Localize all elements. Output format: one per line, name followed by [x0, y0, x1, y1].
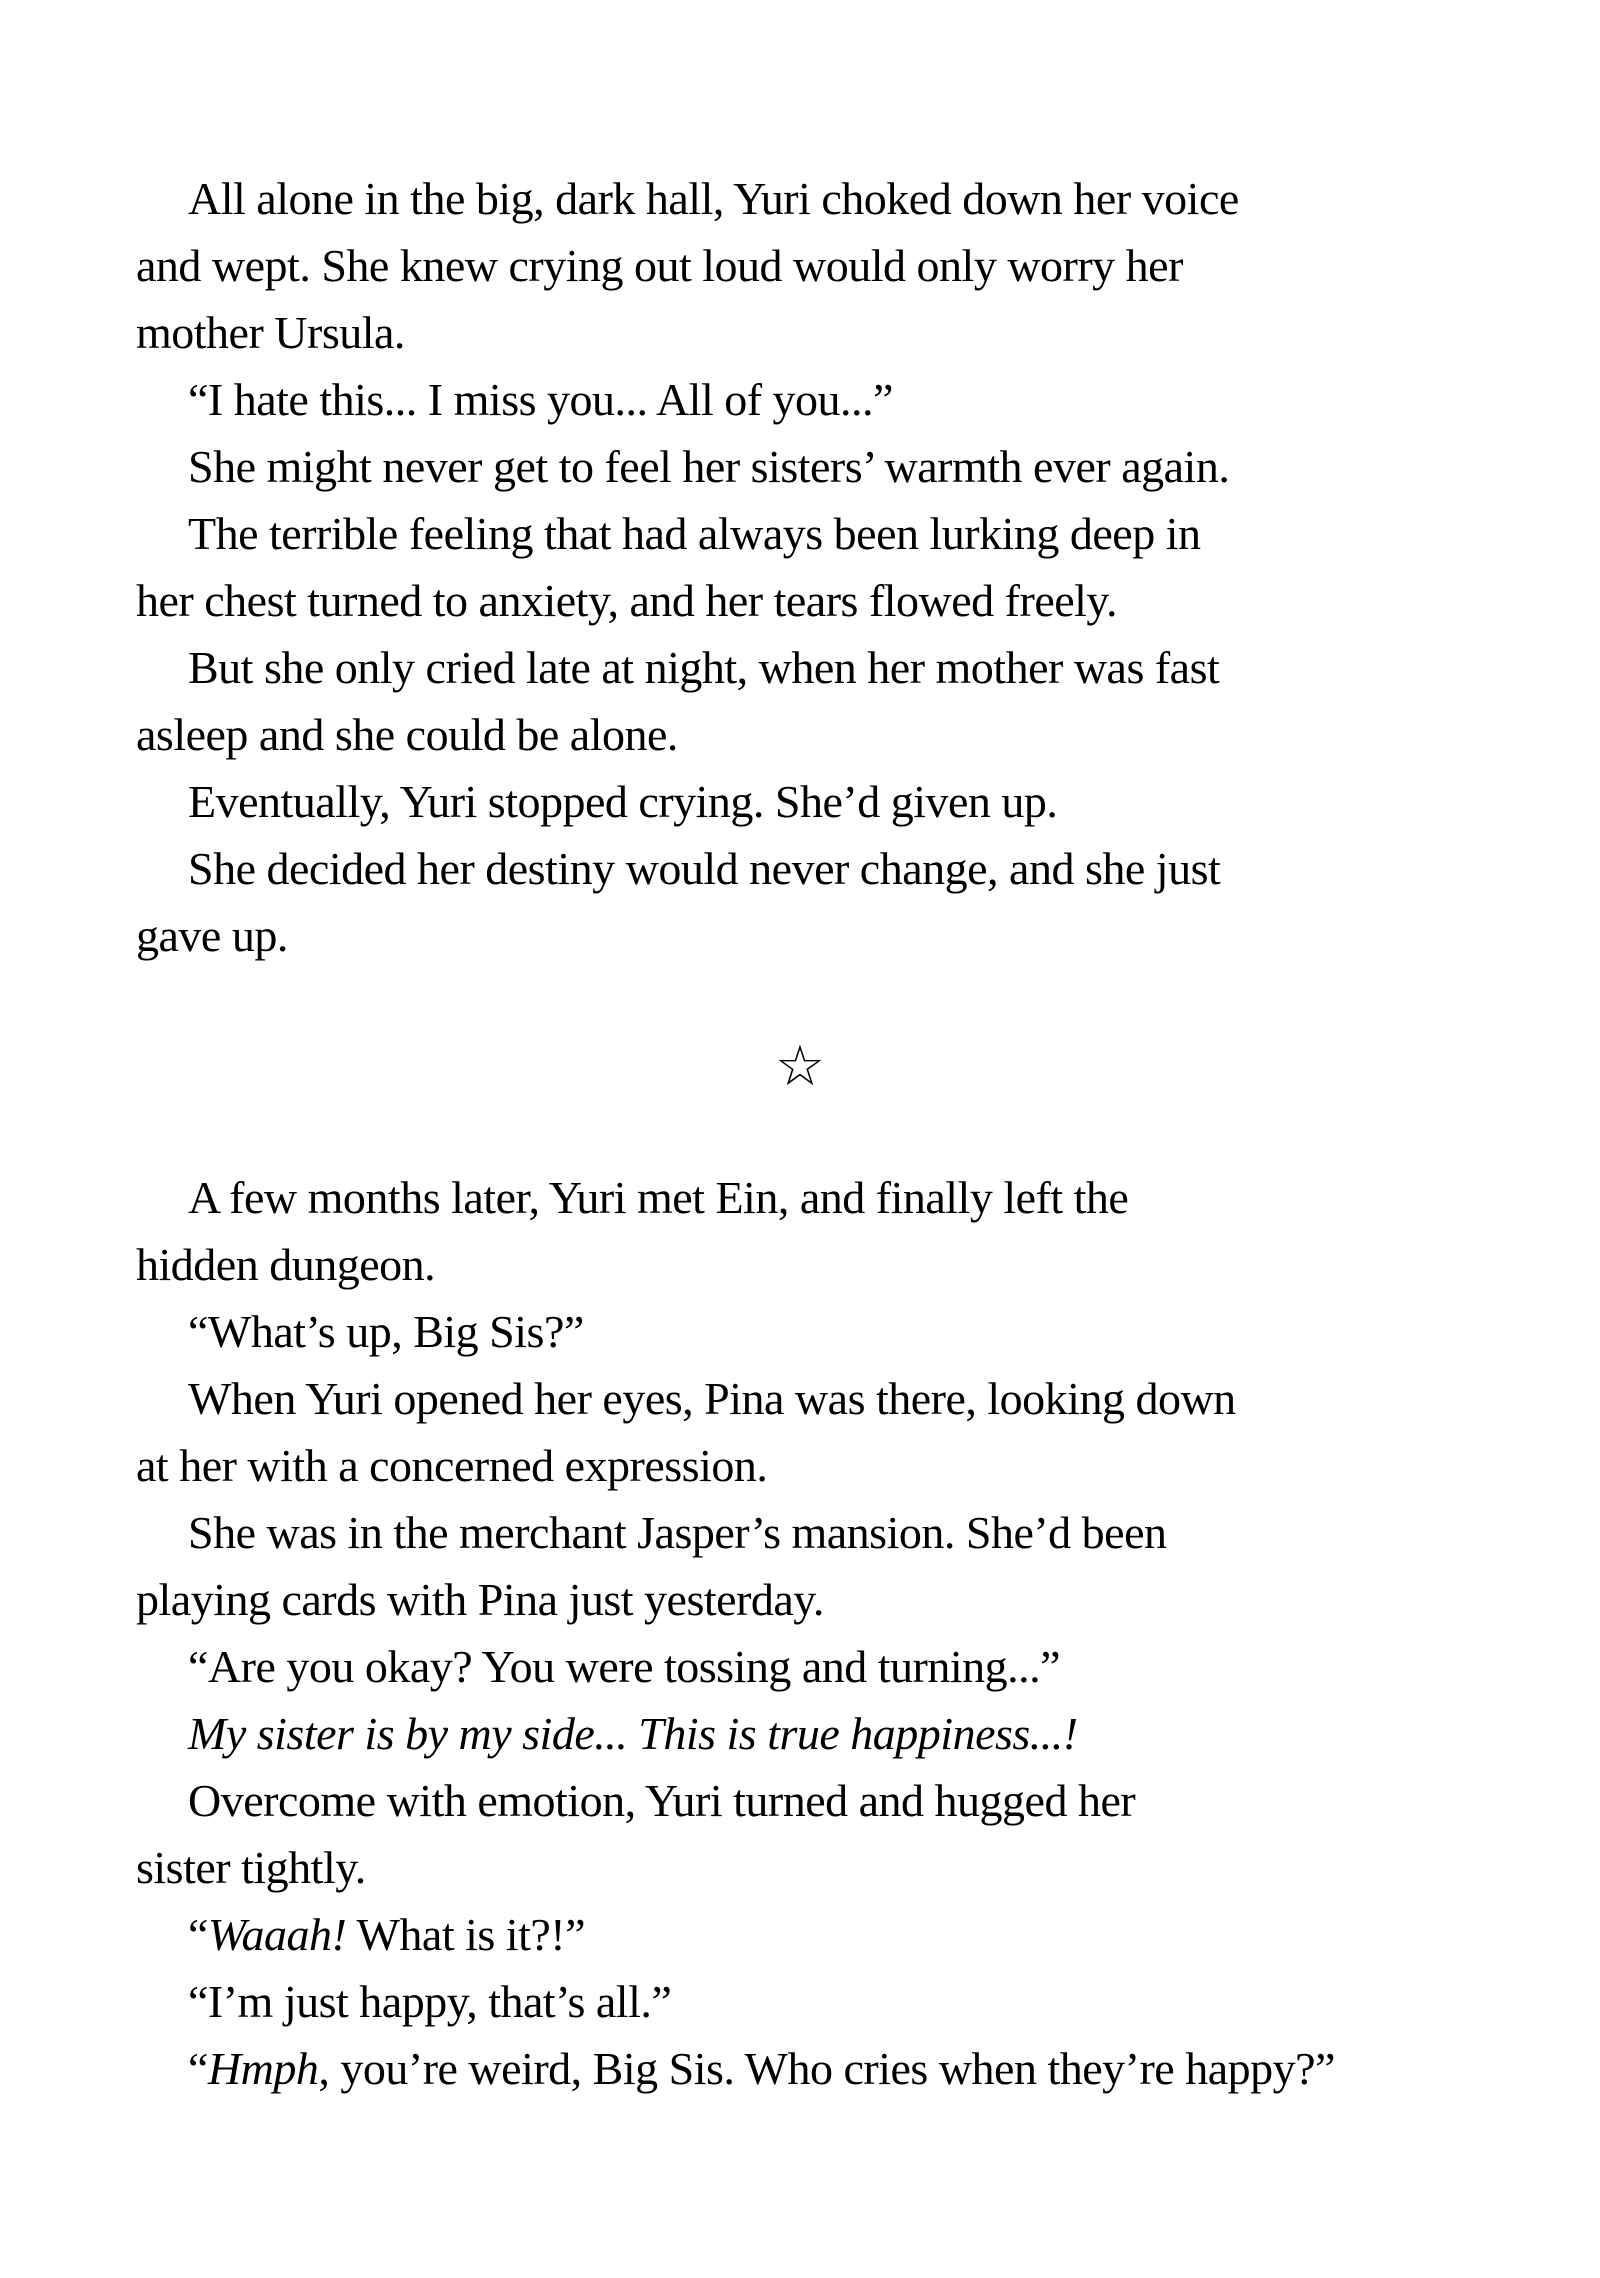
paragraph [136, 1968, 1464, 2035]
paragraph [136, 165, 1464, 366]
text-run: She might never get to feel her sisters’ warmth ever again. [188, 441, 1230, 492]
paragraph [136, 768, 1464, 835]
text-run: Overcome with emotion, Yuri turned and hugged her [188, 1775, 1136, 1826]
text-run: A few months later, Yuri met Ein, and finally left the [188, 1172, 1129, 1223]
page-text [136, 165, 1464, 2102]
paragraph [136, 1365, 1464, 1499]
text-line [136, 433, 1464, 500]
text-line [136, 366, 1464, 433]
paragraph [136, 1499, 1464, 1633]
text-run: sister tightly. [136, 1842, 366, 1893]
paragraph [136, 500, 1464, 634]
text-run: What is it?!” [346, 1909, 586, 1960]
text-line [136, 1365, 1464, 1432]
text-line [136, 165, 1464, 232]
text-run: asleep and she could be alone. [136, 709, 678, 760]
text-line [136, 1834, 1464, 1901]
text-line [136, 1968, 1464, 2035]
text-run: Eventually, Yuri stopped crying. She’d given up. [188, 776, 1058, 827]
section-divider [136, 969, 1464, 1164]
text-run: “What’s up, Big Sis?” [188, 1306, 584, 1357]
text-line [136, 1499, 1464, 1566]
text-run: “ [188, 2043, 208, 2094]
text-run: and wept. She knew crying out loud would only worry her [136, 240, 1183, 291]
text-run: “I’m just happy, that’s all.” [188, 1976, 672, 2027]
paragraph [136, 1700, 1464, 1767]
text-line [136, 500, 1464, 567]
text-line [136, 1432, 1464, 1499]
text-line [136, 1566, 1464, 1633]
text-run: She decided her destiny would never change, and she just [188, 843, 1221, 894]
text-run: Hmph [207, 2043, 319, 2094]
text-run: at her with a concerned expression. [136, 1440, 768, 1491]
text-line [136, 1231, 1464, 1298]
text-line [136, 1901, 1464, 1968]
paragraph [136, 1901, 1464, 1968]
text-run: The terrible feeling that had always been lurking deep in [188, 508, 1201, 559]
text-run: But she only cried late at night, when her mother was fast [188, 642, 1220, 693]
text-line [136, 232, 1464, 299]
text-run: When Yuri opened her eyes, Pina was there, looking down [188, 1373, 1236, 1424]
text-run: “I hate this... I miss you... All of you...” [188, 374, 893, 425]
text-line [136, 567, 1464, 634]
text-line [136, 634, 1464, 701]
text-line [136, 1633, 1464, 1700]
text-run: She was in the merchant Jasper’s mansion. She’d been [188, 1507, 1167, 1558]
text-run: gave up. [136, 910, 288, 961]
text-line [136, 1700, 1464, 1767]
paragraph [136, 433, 1464, 500]
star-icon: ☆ [774, 1033, 826, 1099]
paragraph [136, 366, 1464, 433]
text-run: mother Ursula. [136, 307, 405, 358]
text-line [136, 299, 1464, 366]
text-run: Waaah! [207, 1909, 347, 1960]
text-run: her chest turned to anxiety, and her tears flowed freely. [136, 575, 1117, 626]
text-line [136, 701, 1464, 768]
text-line [136, 1164, 1464, 1231]
text-run: “ [188, 1909, 208, 1960]
paragraph [136, 1633, 1464, 1700]
paragraph [136, 2035, 1464, 2102]
text-line [136, 1298, 1464, 1365]
paragraph [136, 1298, 1464, 1365]
text-line [136, 835, 1464, 902]
paragraph [136, 634, 1464, 768]
paragraph [136, 835, 1464, 969]
text-run: hidden dungeon. [136, 1239, 436, 1290]
paragraph [136, 1767, 1464, 1901]
text-line [136, 902, 1464, 969]
text-line [136, 768, 1464, 835]
text-run: My sister is by my side... This is true happiness...! [188, 1708, 1078, 1759]
text-run: , you’re weird, Big Sis. Who cries when they’re happy?” [318, 2043, 1335, 2094]
paragraph [136, 1164, 1464, 1298]
text-run: playing cards with Pina just yesterday. [136, 1574, 824, 1625]
text-run: “Are you okay? You were tossing and turning...” [188, 1641, 1061, 1692]
text-line [136, 1767, 1464, 1834]
text-line [136, 2035, 1464, 2102]
text-run: All alone in the big, dark hall, Yuri choked down her voice [188, 173, 1239, 224]
